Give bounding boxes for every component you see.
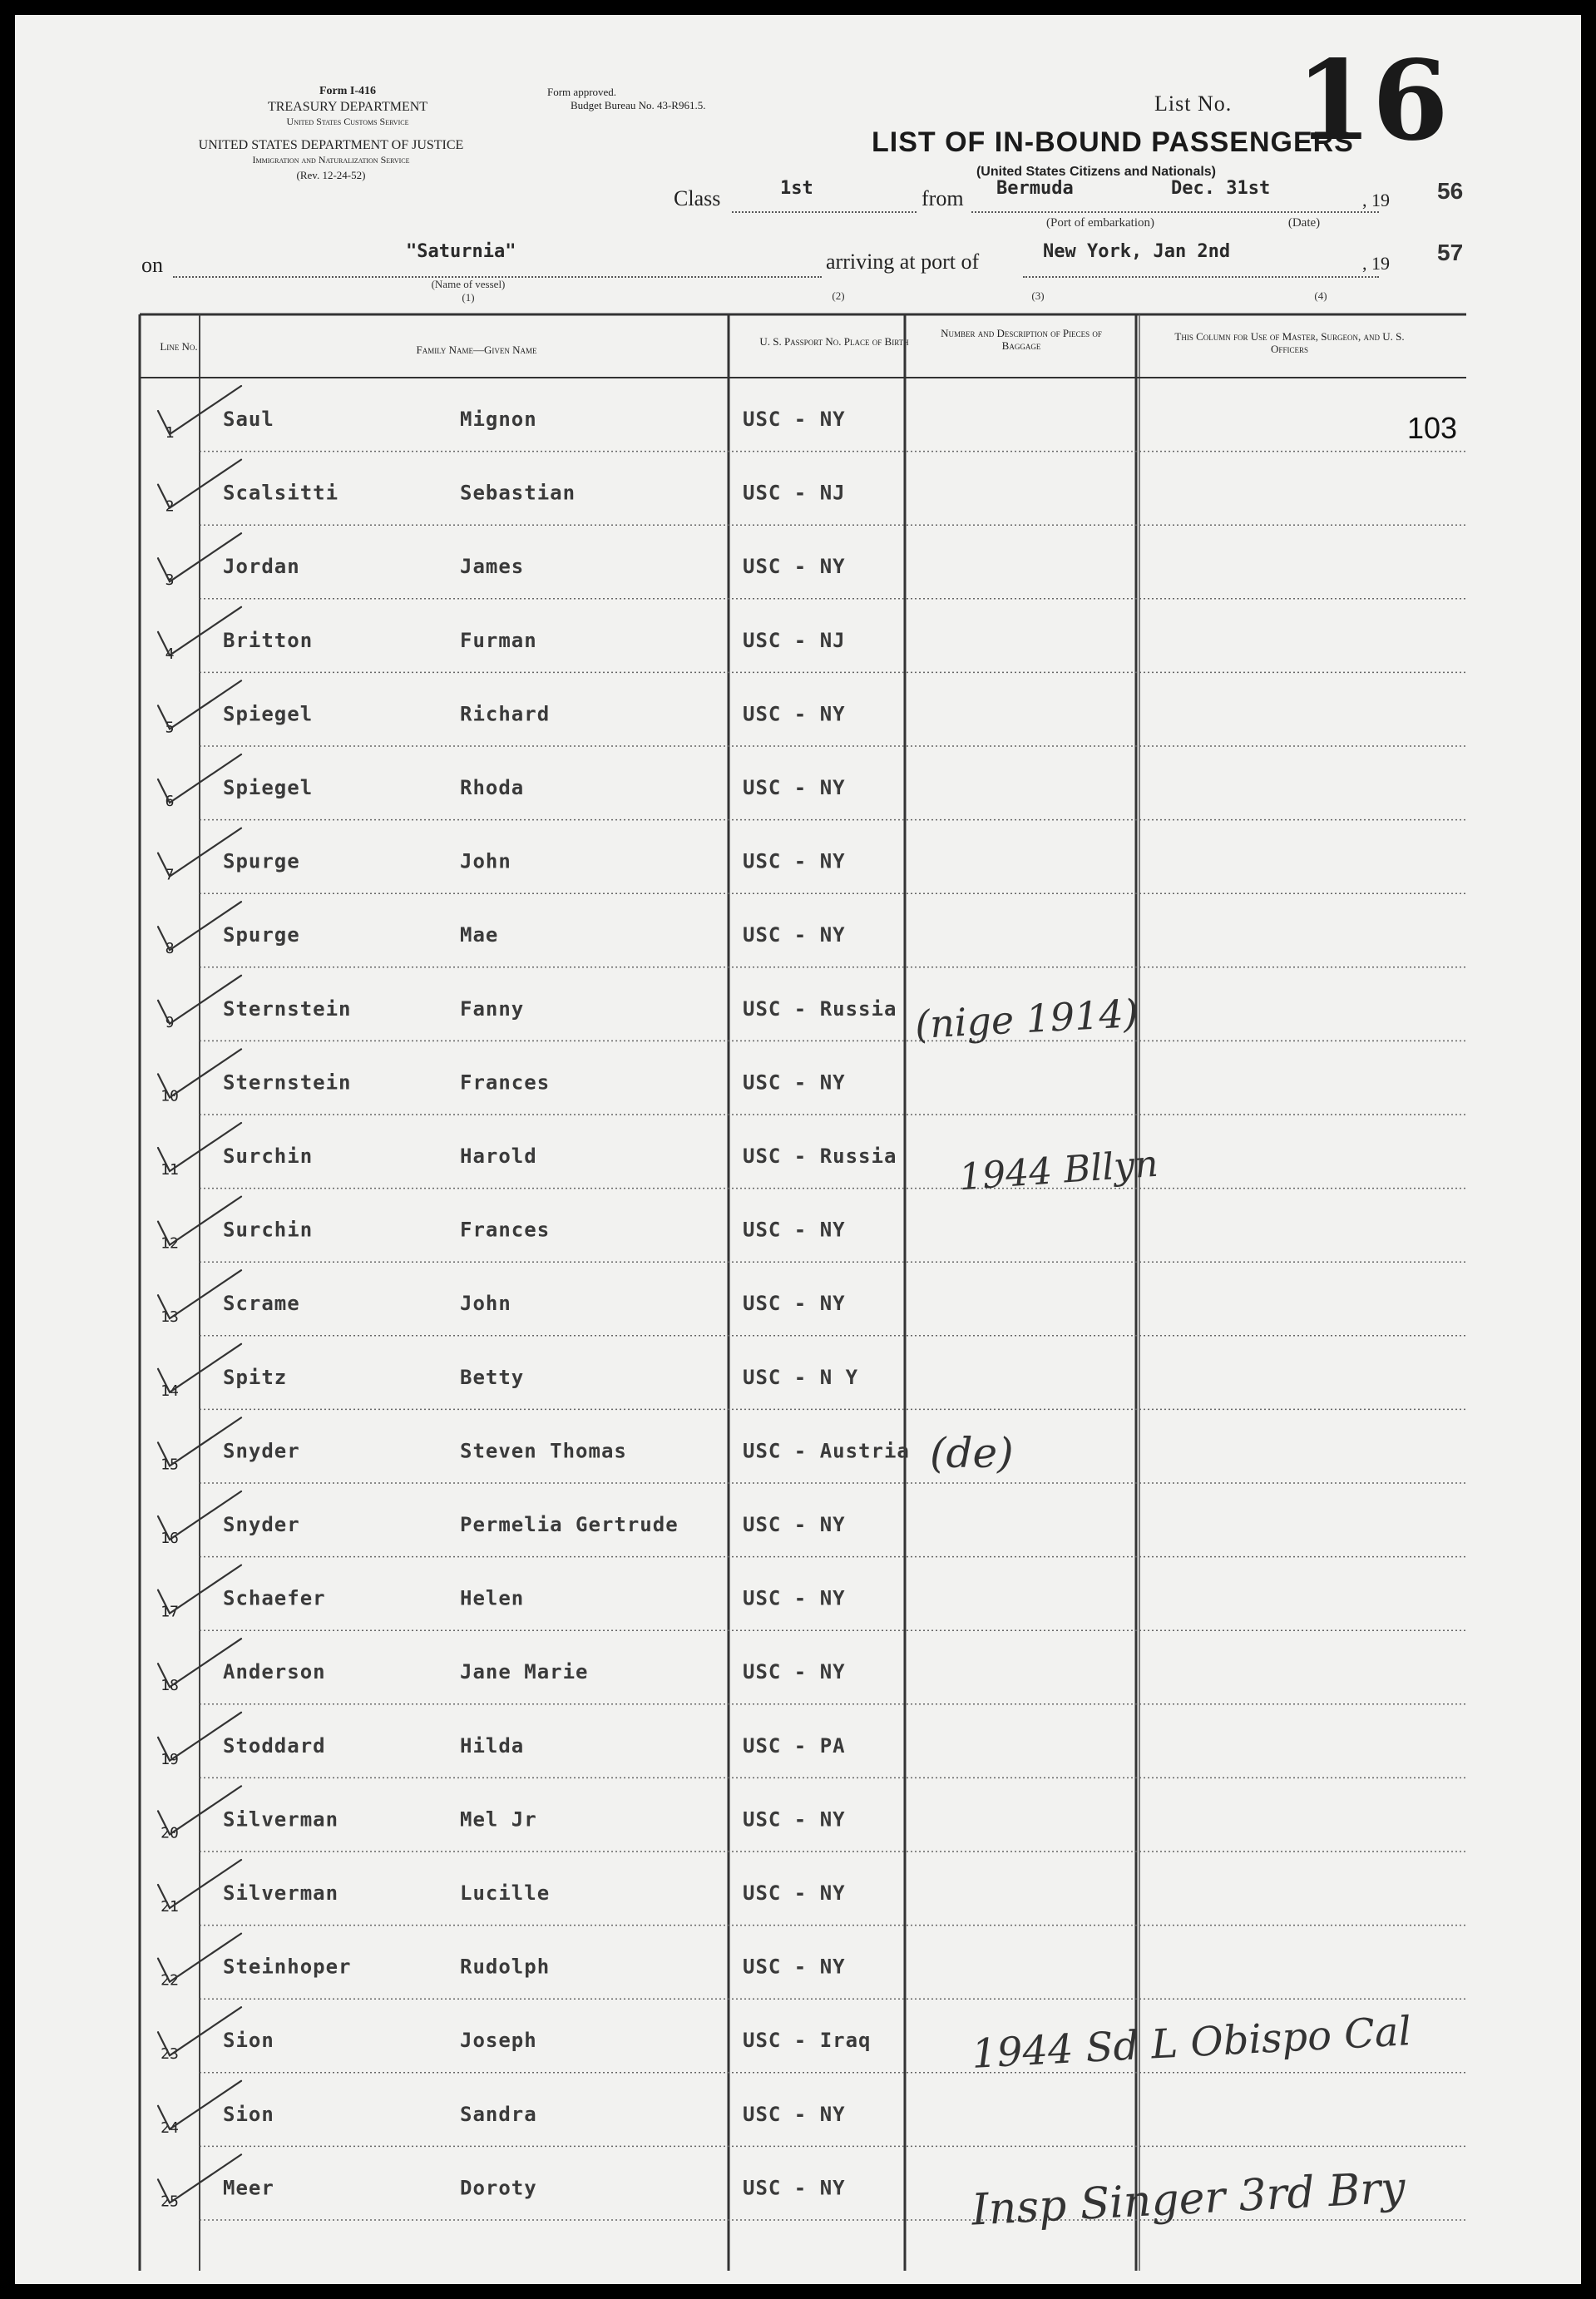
given-name: Permelia Gertrude	[460, 1513, 679, 1536]
given-name: Mel Jr	[460, 1807, 537, 1832]
date-caption: (Date)	[1287, 216, 1321, 230]
given-name: Joseph	[460, 2029, 537, 2053]
form-number: Form I-416	[319, 85, 377, 97]
passport-birthplace: USC - NY	[743, 2176, 846, 2200]
passport-birthplace: USC - NY	[743, 1955, 846, 1979]
col-1-caption: (1)	[462, 291, 475, 304]
port-caption: (Port of embarkation)	[1046, 216, 1154, 230]
line-number: 12	[161, 1234, 179, 1253]
family-name: Sternstein	[223, 1070, 352, 1095]
given-name: John	[460, 849, 511, 873]
passport-birthplace: USC - Iraq	[743, 2029, 872, 2053]
given-name: Rudolph	[460, 1955, 551, 1979]
family-name: Scrame	[223, 1292, 300, 1316]
on-label: on	[141, 253, 163, 277]
given-name: Rhoda	[460, 776, 525, 799]
given-name: Frances	[460, 1218, 551, 1242]
family-name: Spitz	[223, 1365, 288, 1389]
year-prefix-2: , 19	[1362, 253, 1390, 274]
year-2: 57	[1437, 240, 1464, 265]
family-name: Saul	[223, 408, 274, 431]
line-number: 1	[165, 424, 175, 442]
family-name: Silverman	[223, 1881, 339, 1905]
handwritten-inspector-signature: Insp Singer 3rd Bry	[970, 2163, 1407, 2236]
handwritten-note-row9: (nige 1914)	[913, 991, 1139, 1047]
given-name: Frances	[460, 1070, 551, 1095]
vessel-name: "Saturnia"	[406, 241, 516, 262]
passport-birthplace: USC - NY	[743, 555, 846, 579]
ins-service: Immigration and Naturalization Service	[252, 154, 410, 166]
handwritten-note-row23: 1944 Sd L Obispo Cal	[970, 2008, 1413, 2078]
passport-birthplace: USC - Austria	[743, 1439, 910, 1463]
given-name: Mae	[460, 923, 499, 947]
given-name: Helen	[460, 1586, 525, 1610]
vessel-caption: (Name of vessel)	[431, 278, 506, 290]
line-number: 8	[165, 940, 175, 958]
passport-birthplace: USC - NY	[743, 1881, 846, 1905]
given-name: Steven Thomas	[460, 1439, 627, 1463]
header-name: Family Name—Given Name	[416, 344, 537, 356]
col-4-caption: (4)	[1314, 289, 1327, 302]
passport-birthplace: USC - NY	[743, 408, 846, 431]
family-name: Stoddard	[223, 1733, 326, 1758]
line-number: 5	[165, 719, 175, 737]
passport-birthplace: USC - N Y	[743, 1365, 859, 1389]
passport-birthplace: USC - NJ	[743, 628, 846, 652]
class-value: 1st	[780, 178, 813, 199]
passport-birthplace: USC - NY	[743, 1218, 846, 1242]
revision-date: (Rev. 12-24-52)	[296, 169, 366, 181]
family-name: Surchin	[223, 1218, 314, 1242]
passport-birthplace: USC - NY	[743, 1513, 846, 1536]
handwritten-note-row11: 1944 Bllyn	[957, 1142, 1160, 1199]
given-name: Lucille	[460, 1881, 551, 1905]
embarkation-date: Dec. 31st	[1171, 178, 1271, 199]
passport-birthplace: USC - NY	[743, 923, 846, 947]
header-passport: U. S. Passport No. Place of Birth	[759, 335, 909, 348]
passport-birthplace: USC - Russia	[743, 1145, 897, 1168]
col-2-caption: (2)	[832, 289, 845, 302]
list-title: LIST OF IN-BOUND PASSENGERS	[872, 126, 1354, 158]
arriving-label: arriving at port of	[826, 250, 980, 274]
line-number: 25	[161, 2193, 179, 2211]
family-name: Spurge	[223, 849, 300, 873]
passport-birthplace: USC - NY	[743, 1807, 846, 1832]
passport-birthplace: USC - PA	[743, 1733, 846, 1758]
given-name: Sandra	[460, 2102, 537, 2126]
line-number: 16	[161, 1530, 179, 1547]
given-name: Doroty	[460, 2176, 537, 2200]
customs-service: United States Customs Service	[286, 116, 409, 127]
line-number: 19	[161, 1750, 179, 1768]
form-approved: Form approved.	[547, 86, 617, 98]
list-no-label: List No.	[1154, 91, 1233, 116]
col-3-caption: (3)	[1031, 289, 1045, 302]
manifest-table	[15, 15, 1581, 2284]
line-number: 6	[165, 793, 175, 810]
family-name: Schaefer	[223, 1586, 326, 1610]
officer-note: 103	[1407, 411, 1458, 445]
given-name: James	[460, 555, 525, 579]
family-name: Sion	[223, 2029, 274, 2053]
line-number: 10	[161, 1087, 179, 1105]
line-number: 9	[165, 1013, 175, 1031]
line-number: 7	[165, 866, 175, 884]
year-prefix-1: , 19	[1362, 190, 1390, 210]
manifest-sheet	[15, 15, 1581, 2284]
line-number: 2	[165, 497, 175, 516]
list-number: 16	[1296, 37, 1449, 166]
family-name: Snyder	[223, 1513, 300, 1536]
family-name: Meer	[223, 2176, 274, 2200]
line-number: 23	[161, 2045, 179, 2064]
budget-bureau: Budget Bureau No. 43-R961.5.	[571, 99, 706, 111]
line-number: 13	[161, 1308, 179, 1327]
line-number: 14	[161, 1382, 179, 1400]
family-name: Sternstein	[223, 996, 352, 1021]
list-subtitle: (United States Citizens and Nationals)	[976, 165, 1217, 179]
line-number: 24	[161, 2119, 179, 2137]
header-officers: This Column for Use of Master, Surgeon, and U. S. Officers	[1174, 330, 1405, 355]
family-name: Surchin	[223, 1145, 314, 1168]
header-baggage: Number and Description of Pieces of Baggage	[941, 327, 1102, 352]
family-name: Silverman	[223, 1807, 339, 1832]
handwritten-note-row15: (de)	[930, 1429, 1014, 1477]
line-number: 11	[161, 1161, 179, 1179]
given-name: Sebastian	[460, 481, 576, 505]
treasury-department: TREASURY DEPARTMENT	[267, 100, 428, 114]
year-1: 56	[1437, 178, 1464, 204]
arrival-port-date: New York, Jan 2nd	[1043, 241, 1231, 262]
family-name: Britton	[223, 628, 314, 652]
passport-birthplace: USC - NY	[743, 2102, 846, 2126]
given-name: Hilda	[460, 1733, 525, 1758]
header-line-no: Line No.	[160, 340, 198, 353]
given-name: Fanny	[460, 996, 525, 1021]
line-number: 15	[161, 1456, 179, 1474]
given-name: Richard	[460, 702, 551, 726]
family-name: Anderson	[223, 1660, 326, 1684]
passport-birthplace: USC - NY	[743, 776, 846, 799]
given-name: Harold	[460, 1145, 537, 1168]
line-number: 20	[161, 1824, 179, 1842]
family-name: Scalsitti	[223, 481, 339, 505]
line-number: 21	[161, 1898, 179, 1916]
passport-birthplace: USC - NY	[743, 1660, 846, 1684]
passport-birthplace: USC - Russia	[743, 996, 897, 1021]
line-number: 17	[161, 1603, 179, 1621]
given-name: John	[460, 1292, 511, 1316]
family-name: Spiegel	[223, 776, 314, 799]
passport-birthplace: USC - NJ	[743, 481, 846, 505]
family-name: Sion	[223, 2102, 274, 2126]
family-name: Spiegel	[223, 702, 314, 726]
line-number: 22	[161, 1971, 179, 1990]
given-name: Mignon	[460, 408, 537, 431]
line-number: 4	[165, 645, 175, 663]
given-name: Furman	[460, 628, 537, 652]
dept-justice: UNITED STATES DEPARTMENT OF JUSTICE	[198, 138, 464, 152]
given-name: Betty	[460, 1365, 525, 1389]
passport-birthplace: USC - NY	[743, 702, 846, 726]
passport-birthplace: USC - NY	[743, 849, 846, 873]
line-number: 3	[165, 571, 175, 590]
passport-birthplace: USC - NY	[743, 1292, 846, 1316]
family-name: Spurge	[223, 923, 300, 947]
family-name: Steinhoper	[223, 1955, 352, 1979]
embarkation-port: Bermuda	[996, 178, 1074, 199]
line-number: 18	[161, 1677, 179, 1695]
passport-birthplace: USC - NY	[743, 1070, 846, 1095]
given-name: Jane Marie	[460, 1660, 589, 1684]
family-name: Snyder	[223, 1439, 300, 1463]
passport-birthplace: USC - NY	[743, 1586, 846, 1610]
class-label: Class	[674, 186, 721, 210]
family-name: Jordan	[223, 555, 300, 579]
from-label: from	[922, 186, 964, 210]
